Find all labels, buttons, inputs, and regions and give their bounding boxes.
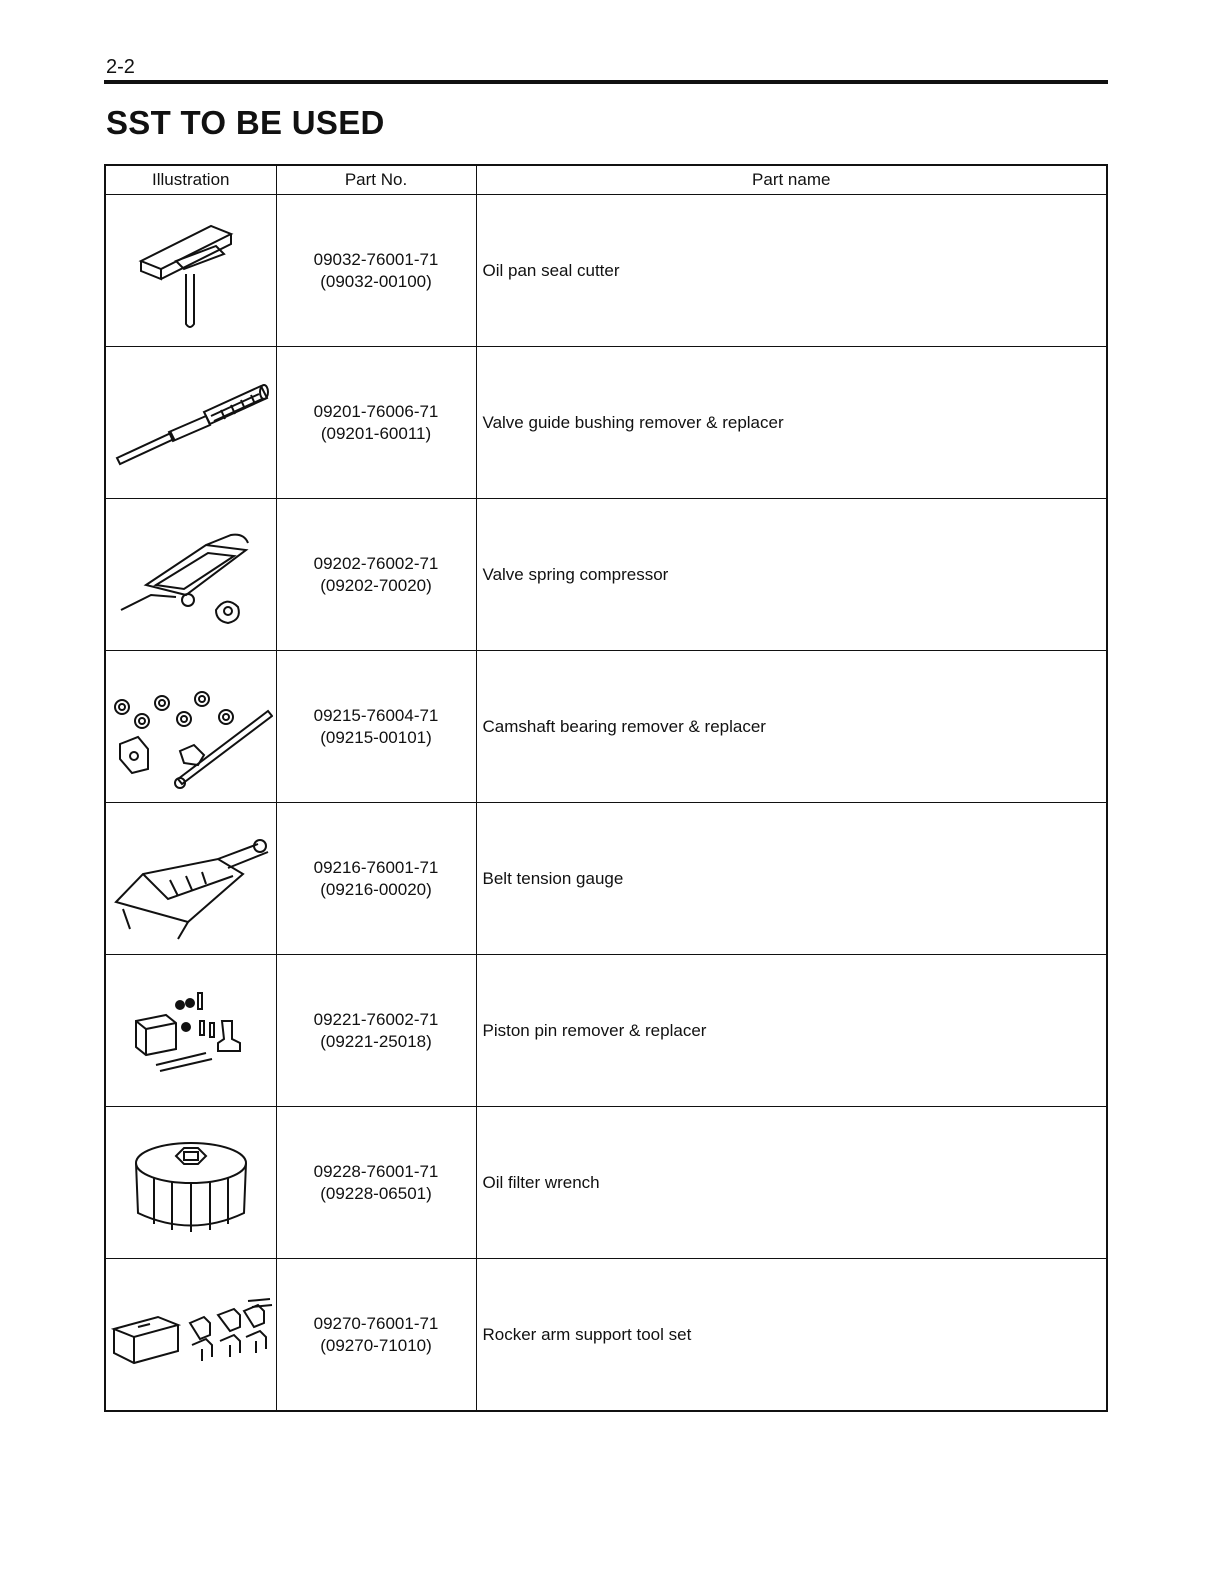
table-row	[105, 1259, 1107, 1412]
page-title: SST TO BE USED	[106, 104, 385, 141]
table-row	[105, 499, 1107, 651]
oil-filter-wrench-icon	[126, 1128, 256, 1238]
alt-part-no: (09270-71010)	[320, 1335, 432, 1355]
piston-pin-tool-icon	[126, 981, 256, 1081]
part-no-cell	[276, 955, 476, 1107]
seal-cutter-icon	[116, 206, 266, 336]
table-row	[105, 955, 1107, 1107]
header-rule	[104, 80, 1108, 84]
part-no-cell	[276, 803, 476, 955]
alt-part-no: (09216-00020)	[320, 879, 432, 899]
part-no: 09202-76002-71	[313, 553, 439, 573]
camshaft-bearing-tool-icon	[108, 659, 273, 794]
part-name: Piston pin remover & replacer	[476, 955, 1107, 1107]
illustration-cell	[105, 499, 276, 651]
part-no-cell	[276, 1107, 476, 1259]
part-name: Belt tension gauge	[476, 803, 1107, 955]
part-name: Valve guide bushing remover & replacer	[476, 347, 1107, 499]
illustration-cell	[105, 955, 276, 1107]
part-no: 09221-76002-71	[313, 1009, 439, 1029]
part-name: Valve spring compressor	[476, 499, 1107, 651]
table-row	[105, 195, 1107, 347]
table-row	[105, 347, 1107, 499]
part-no: 09032-76001-71	[313, 249, 439, 269]
alt-part-no: (09202-70020)	[320, 575, 432, 595]
belt-tension-gauge-icon	[108, 814, 273, 944]
table-header-row	[105, 165, 1107, 195]
alt-part-no: (09032-00100)	[320, 271, 432, 291]
illustration-cell	[105, 1259, 276, 1412]
illustration-cell	[105, 347, 276, 499]
part-name: Oil pan seal cutter	[476, 195, 1107, 347]
part-no-cell	[276, 195, 476, 347]
part-name: Oil filter wrench	[476, 1107, 1107, 1259]
table-row	[105, 803, 1107, 955]
part-no-cell	[276, 347, 476, 499]
illustration-cell	[105, 803, 276, 955]
part-no: 09216-76001-71	[313, 857, 439, 877]
illustration-cell	[105, 651, 276, 803]
header-part-name: Part name	[476, 165, 1107, 195]
table-row	[105, 1107, 1107, 1259]
part-no-cell	[276, 651, 476, 803]
bushing-remover-icon	[111, 368, 271, 478]
alt-part-no: (09221-25018)	[320, 1031, 432, 1051]
part-no-cell	[276, 499, 476, 651]
part-no: 09270-76001-71	[313, 1313, 439, 1333]
rocker-arm-tool-set-icon	[108, 1295, 273, 1375]
part-name: Camshaft bearing remover & replacer	[476, 651, 1107, 803]
sst-table	[104, 164, 1108, 1412]
part-no-cell	[276, 1259, 476, 1412]
table-row	[105, 651, 1107, 803]
illustration-cell	[105, 195, 276, 347]
illustration-cell	[105, 1107, 276, 1259]
header-illustration: Illustration	[105, 165, 276, 195]
header-part-no: Part No.	[276, 165, 476, 195]
alt-part-no: (09201-60011)	[320, 423, 432, 443]
page-number: 2-2	[106, 56, 135, 78]
alt-part-no: (09228-06501)	[320, 1183, 432, 1203]
spring-compressor-icon	[116, 515, 266, 635]
part-no: 09228-76001-71	[313, 1161, 439, 1181]
alt-part-no: (09215-00101)	[320, 727, 432, 747]
part-no: 09201-76006-71	[313, 401, 439, 421]
part-name: Rocker arm support tool set	[476, 1259, 1107, 1412]
part-no: 09215-76004-71	[313, 705, 439, 725]
